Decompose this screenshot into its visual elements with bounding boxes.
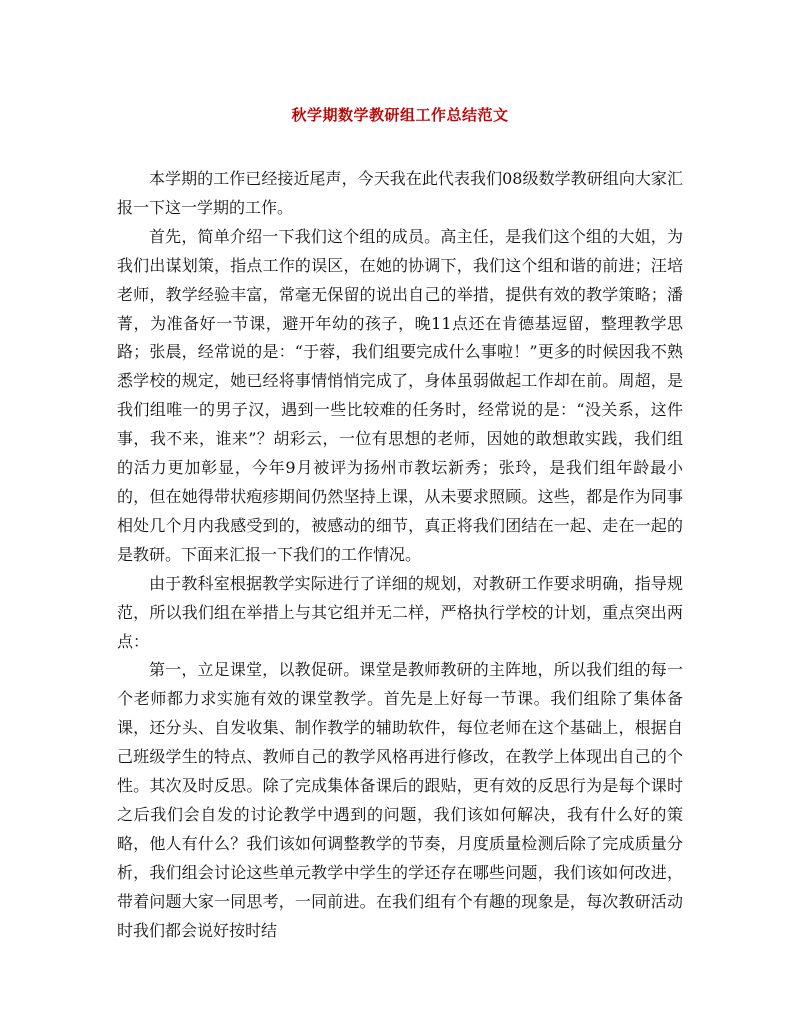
paragraph-intro: 本学期的工作已经接近尾声，今天我在此代表我们08级数学教研组向大家汇报一下这一学期的工作。 — [117, 169, 683, 217]
document-title: 秋学期数学教研组工作总结范文 — [291, 106, 509, 124]
paragraph-planning: 由于教科室根据教学实际进行了详细的规划，对教研工作要求明确，指导规范，所以我们组在举措上与其它组并无二样，严格执行学校的计划，重点突出两点： — [117, 573, 683, 651]
paragraph-members: 首先，简单介绍一下我们这个组的成员。高主任，是我们这个组的大姐，为我们出谋划策，指点工作的误区，在她的协调下，我们这个组和谐的前进；汪培老师，教学经验丰富，常毫无保留的说出自己的举措，提供有效的教学策略；潘菁，为准备好一节课，避开年幼的孩子，晚11点还在肯德基逗留，整理教学思路；张晨，经常说的是：“于蓉，我们组要完成什么事啦！”更多的时候因我不熟悉学校的规定，她已经将事情悄悄完成了，身体虽弱做起工作却在前。周超，是我们组唯一的男子汉，遇到一些比较难的任务时，经常说的是：“没关系，这件事，我不来，谁来”？胡彩云，一位有思想的老师，因她的敢想敢实践，我们组的活力更加彰显，今年9月被评为扬州市教坛新秀；张玲，是我们组年龄最小的，但在她得带状疱疹期间仍然坚持上课，从未要求照顾。这些，都是作为同事相处几个月内我感受到的，被感动的细节，真正将我们团结在一起、走在一起的是教研。下面来汇报一下我们的工作情况。 — [117, 226, 683, 564]
document-body — [117, 165, 683, 945]
paragraph-classroom: 第一，立足课堂，以教促研。课堂是教师教研的主阵地，所以我们组的每一个老师都力求实施有效的课堂教学。首先是上好每一节课。我们组除了集体备课，还分头、自发收集、制作教学的辅助软件，每位老师在这个基础上，根据自己班级学生的特点、教师自己的教学风格再进行修改，在教学上体现出自己的个性。其次及时反思。除了完成集体备课后的跟贴，更有效的反思行为是每个课时之后我们会自发的讨论教学中遇到的问题，我们该如何解决，我有什么好的策略，他人有什么？我们该如何调整教学的节奏，月度质量检测后除了完成质量分析，我们组会讨论这些单元教学中学生的学还存在哪些问题，我们该如何改进，带着问题大家一同思考，一同前进。在我们组有个有趣的现象是，每次教研活动时我们都会说好按时结 — [117, 660, 683, 940]
